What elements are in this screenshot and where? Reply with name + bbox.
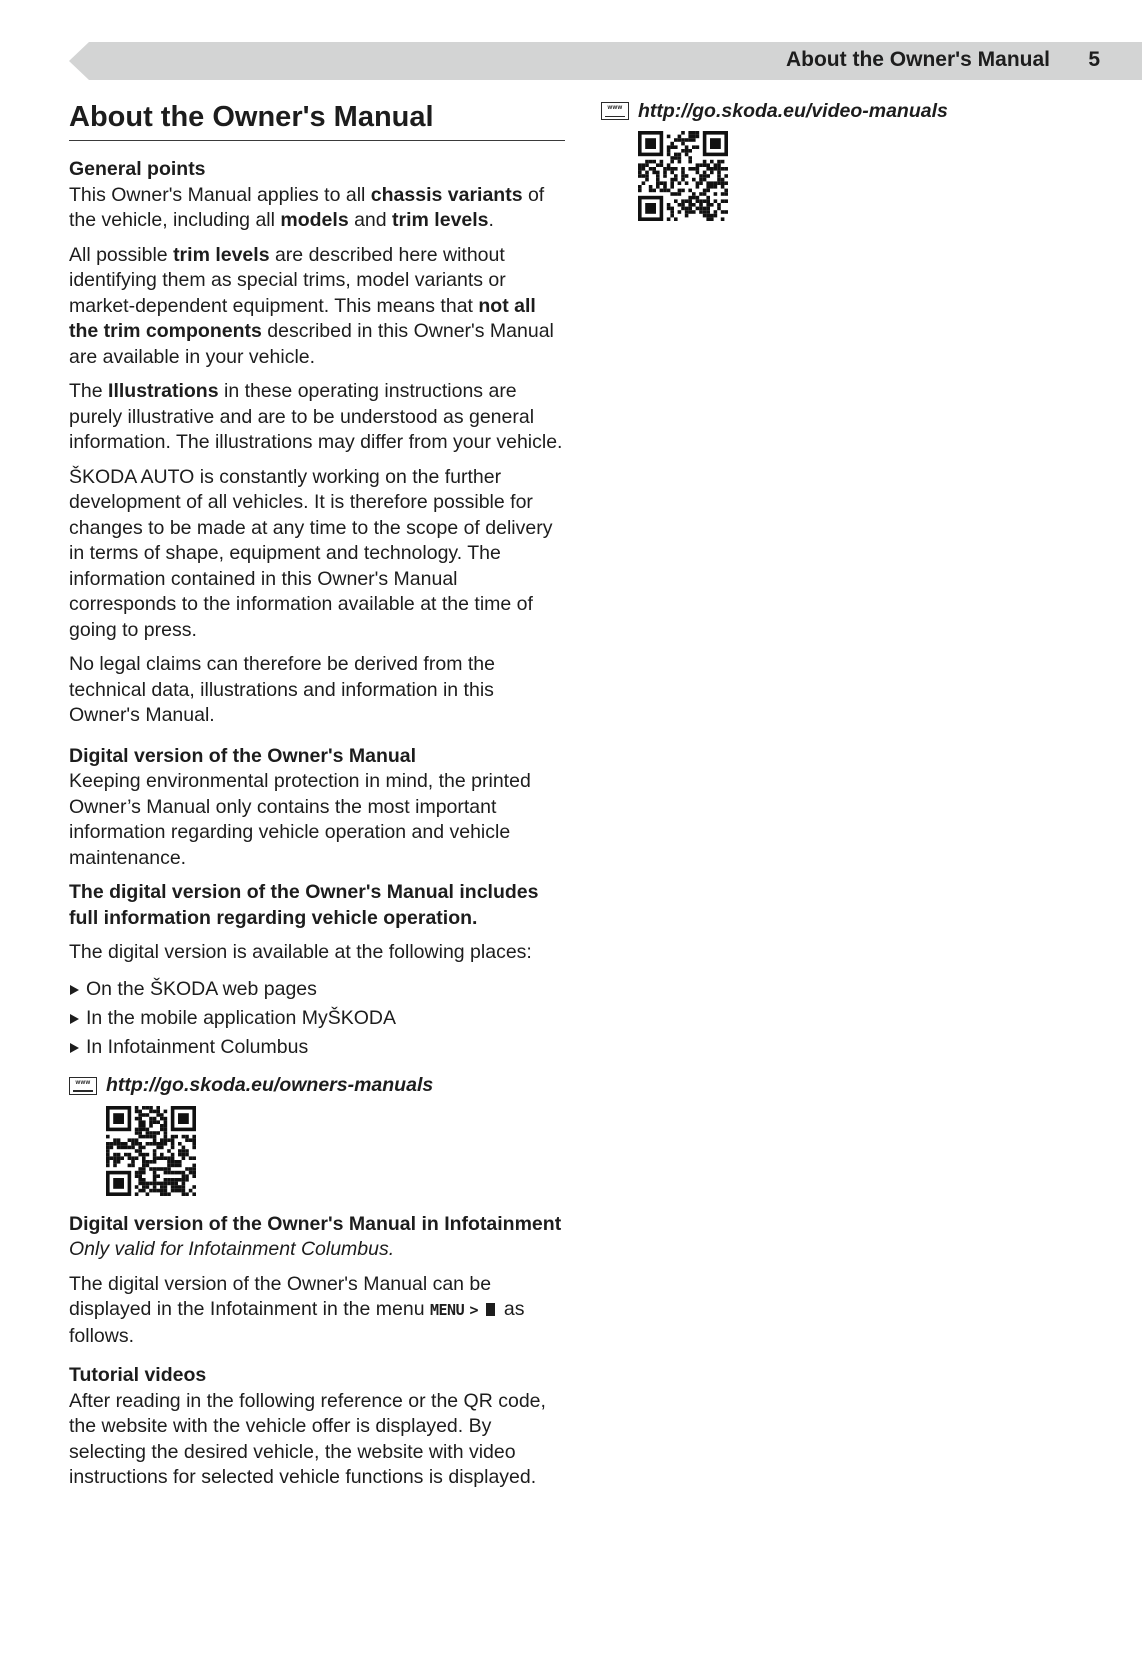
qr-code-icon <box>106 1106 196 1196</box>
video-manuals-link-row <box>601 98 1071 124</box>
video-manuals-link[interactable]: http://go.skoda.eu/video-manuals <box>638 99 948 122</box>
menu-separator: > <box>469 1301 479 1319</box>
digital-version-heading: Digital version of the Owner's Manual <box>69 744 417 767</box>
right-column <box>601 98 1071 221</box>
general-points-para-3: The Illustrations in these operating instructions are purely illustrative and are to be understood as general information. The illustrations may differ from your vehicle. <box>69 380 563 453</box>
digital-version-para-1: Keeping environmental protection in mind, the printed Owner’s Manual only contains the most important information regarding vehicle operation and vehicle maintenance. <box>69 770 531 869</box>
owners-manuals-link[interactable]: http://go.skoda.eu/owners-manuals <box>106 1074 434 1096</box>
bold-term: models <box>280 209 349 231</box>
bold-term: trim levels <box>173 243 270 266</box>
left-column <box>69 98 565 1500</box>
www-icon: www <box>69 1077 97 1095</box>
tutorial-videos-para: After reading in the following reference or the QR code, the website with the vehicle offer is displayed. By selecting the desired vehicle, the website with video instructions for selected vehicle functions is displayed. <box>69 1389 546 1488</box>
general-points-heading: General points <box>69 158 206 180</box>
owners-manuals-link-row <box>69 1073 565 1099</box>
owners-manuals-qr-code[interactable] <box>106 1106 565 1196</box>
bold-term: trim levels <box>392 209 489 231</box>
digital-version-bold-statement: The digital version of the Owner's Manual includes full information regarding vehicle operation. <box>69 881 539 929</box>
infotainment-para: The digital version of the Owner's Manual can be displayed in the Infotainment in the menu MENU > as follows. <box>69 1272 525 1347</box>
page-title: About the Owner's Manual <box>69 98 565 141</box>
bold-term: not all the trim components <box>69 294 536 342</box>
menu-key: MENU <box>429 1301 465 1319</box>
bullet-triangle-icon <box>70 985 79 995</box>
bullet-triangle-icon <box>70 1014 79 1024</box>
manual-icon <box>486 1303 495 1316</box>
infotainment-note: Only valid for Infotainment Columbus. <box>69 1238 395 1260</box>
page-number: 5 <box>1088 48 1100 71</box>
bold-term: Illustrations <box>108 380 219 402</box>
video-manuals-qr-code[interactable] <box>638 131 1071 221</box>
general-points-para-4: ŠKODA AUTO is constantly working on the further development of all vehicles. It is therefore possible for changes to be made at any time to the scope of delivery in terms of shape, equipment and technology. The information contained in this Owner's Manual corresponds to the information available at the time of going to press. <box>69 465 553 641</box>
bullet-triangle-icon <box>70 1043 79 1053</box>
list-item: In the mobile application MyŠKODA <box>69 1004 565 1033</box>
qr-code-icon <box>638 131 728 221</box>
digital-infotainment-heading: Digital version of the Owner's Manual in Infotainment <box>69 1212 562 1235</box>
www-icon: www <box>601 102 629 120</box>
tutorial-videos-heading: Tutorial videos <box>69 1364 207 1386</box>
general-points-para-2: All possible trim levels are described here without identifying them as special trims, model variants or market-dependent equipment. This means that not all the trim components described in this Owner's Manual are available in your vehicle. <box>69 243 554 368</box>
digital-version-para-2 <box>69 880 565 931</box>
running-header-title: About the Owner's Manual <box>785 48 1050 71</box>
list-item: In Infotainment Columbus <box>69 1033 565 1062</box>
digital-version-para-3: The digital version is available at the following places: <box>69 941 532 963</box>
bold-term: chassis variants <box>370 183 523 206</box>
general-points-para-1: This Owner's Manual applies to all chassis variants of the vehicle, including all models and trim levels. <box>69 183 545 231</box>
availability-list <box>69 975 565 1062</box>
list-item: On the ŠKODA web pages <box>69 975 565 1004</box>
general-points-para-5: No legal claims can therefore be derived from the technical data, illustrations and information in this Owner's Manual. <box>69 653 495 726</box>
